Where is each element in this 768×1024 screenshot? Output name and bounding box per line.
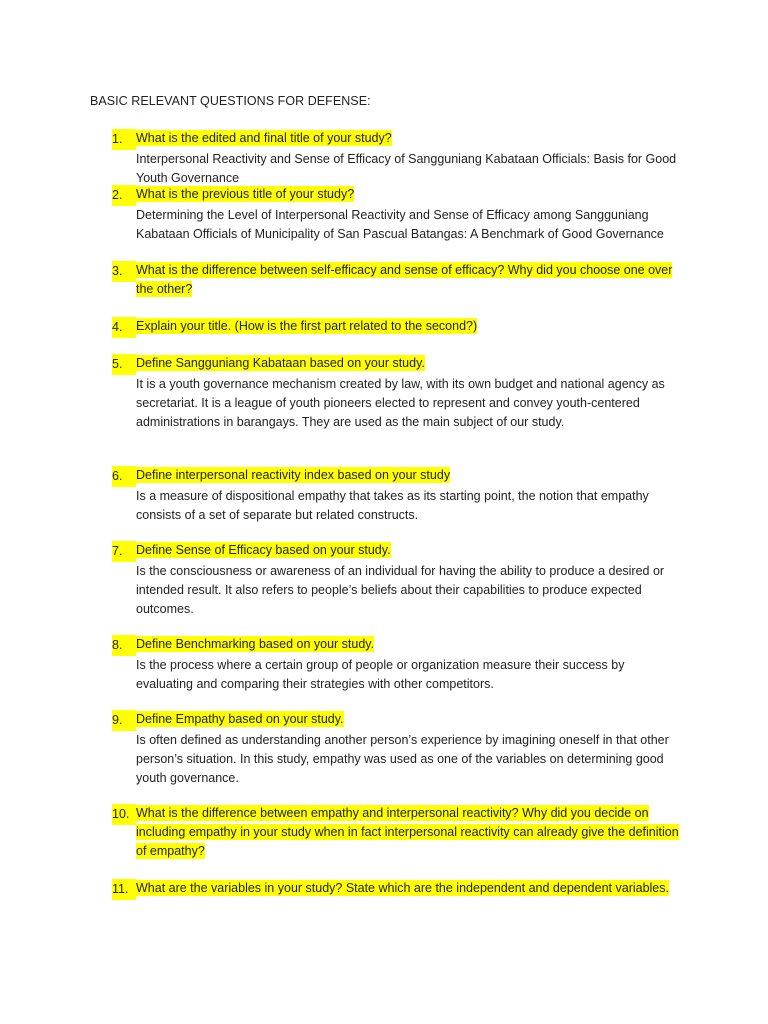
question-number: 1. [112, 129, 136, 150]
question-text: What are the variables in your study? State which are the independent and dependent variables. [136, 881, 669, 895]
question-item-11 [112, 879, 682, 900]
document-title: BASIC RELEVANT QUESTIONS FOR DEFENSE: [90, 94, 371, 108]
answer-text: Is the process where a certain group of people or organization measure their success by evaluating and comparing their strategies with other competitors. [136, 658, 625, 691]
question-item-5 [112, 354, 682, 432]
question-item-9 [112, 710, 682, 788]
answer-text: Interpersonal Reactivity and Sense of Efficacy of Sangguniang Kabataan Officials: Basis for Good Youth Governance [136, 152, 677, 185]
question-number: 8. [112, 635, 136, 656]
question-text: Define Sangguniang Kabataan based on your study. [136, 356, 425, 370]
question-item-3 [112, 261, 682, 299]
question-item-6 [112, 466, 682, 525]
question-number: 5. [112, 354, 136, 375]
question-number: 11. [112, 879, 136, 900]
question-number: 6. [112, 466, 136, 487]
question-item-1 [112, 129, 682, 188]
question-number: 7. [112, 541, 136, 562]
answer-text: It is a youth governance mechanism created by law, with its own budget and national agency as secretariat. It is a league of youth pioneers elected to represent and convey youth-centered administrations in barangays. They are used as the main subject of our study. [136, 377, 665, 429]
question-text: What is the edited and final title of your study? [136, 131, 392, 145]
question-item-7 [112, 541, 682, 619]
question-number: 10. [112, 804, 136, 825]
answer-text: Is often defined as understanding another person’s experience by imagining oneself in that other person’s situation. In this study, empathy was used as one of the variables on determining good youth governance. [136, 733, 669, 785]
question-text: What is the previous title of your study? [136, 187, 355, 201]
question-item-4 [112, 317, 682, 338]
answer-text: Is the consciousness or awareness of an individual for having the ability to produce a desired or intended result. It also refers to people’s beliefs about their capabilities to produce expected outcomes. [136, 564, 665, 616]
question-item-10 [112, 804, 682, 861]
question-text: What is the difference between self-efficacy and sense of efficacy? Why did you choose one over the other? [136, 263, 673, 296]
question-text: Define Benchmarking based on your study. [136, 637, 375, 651]
question-item-2 [112, 185, 682, 244]
question-text: Define Empathy based on your study. [136, 712, 344, 726]
question-number: 4. [112, 317, 136, 338]
question-number: 3. [112, 261, 136, 282]
question-text: Define Sense of Efficacy based on your study. [136, 543, 391, 557]
question-text: What is the difference between empathy and interpersonal reactivity? Why did you decide on including empathy in your study when in fact interpersonal reactivity can already give the definition of empathy? [136, 806, 679, 858]
answer-text: Is a measure of dispositional empathy that takes as its starting point, the notion that empathy consists of a set of separate but related constructs. [136, 489, 649, 522]
question-item-8 [112, 635, 682, 694]
question-text: Explain your title. (How is the first part related to the second?) [136, 319, 478, 333]
question-text: Define interpersonal reactivity index based on your study [136, 468, 451, 482]
question-number: 2. [112, 185, 136, 206]
question-number: 9. [112, 710, 136, 731]
answer-text: Determining the Level of Interpersonal Reactivity and Sense of Efficacy among Sangguniang Kabataan Officials of Municipality of San Pascual Batangas: A Benchmark of Good Governance [136, 208, 664, 241]
